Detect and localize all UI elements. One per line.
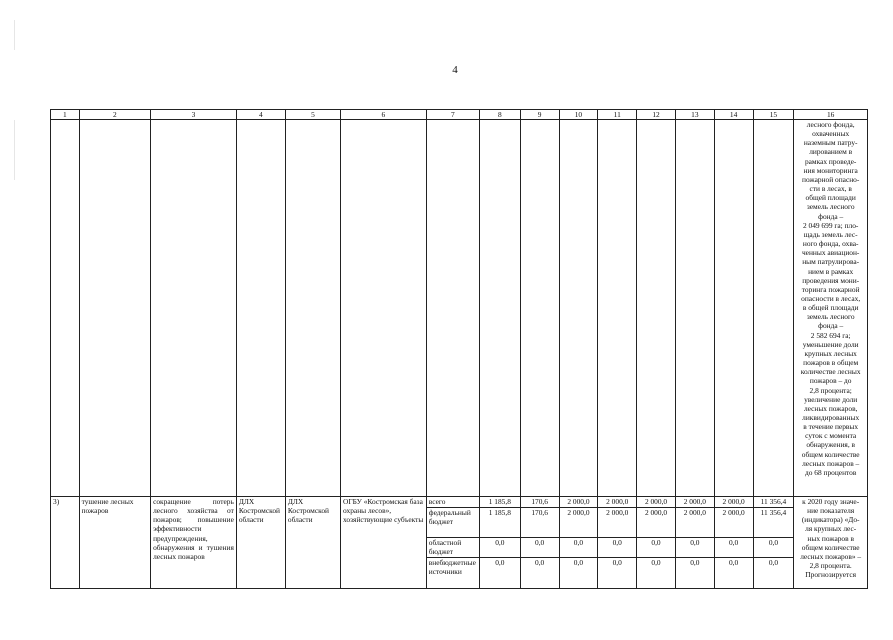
- value-cell: 1 185,8: [480, 497, 520, 508]
- value-cell: 0,0: [651, 558, 661, 567]
- value-cell: 0,0: [598, 538, 636, 558]
- column-number: 7: [426, 110, 479, 120]
- column-number: 5: [285, 110, 340, 120]
- scan-margin-mark: [14, 120, 15, 180]
- column-number: 11: [598, 110, 637, 120]
- value-cell: 0,0: [690, 558, 700, 567]
- value-cell: 2 000,0: [676, 497, 714, 508]
- source-federal: федеральный бюджет: [427, 508, 479, 538]
- value-cell: 0,0: [535, 558, 545, 567]
- column-number-row: [51, 110, 868, 120]
- program-activities-table: [50, 109, 868, 589]
- funding-values-col11: [598, 497, 637, 589]
- funding-sources: [426, 497, 479, 589]
- value-cell: 0,0: [480, 538, 520, 558]
- value-cell: 0,0: [521, 538, 559, 558]
- funding-values-col10: [559, 497, 598, 589]
- source-extrabudgetary: внебюджетные источники: [428, 558, 476, 577]
- value-cell: 0,0: [676, 538, 714, 558]
- value-cell: 2 000,0: [560, 508, 598, 538]
- column-number: 10: [559, 110, 598, 120]
- value-cell: 11 356,4: [754, 497, 794, 508]
- value-cell: 0,0: [612, 558, 622, 567]
- column-number: 16: [794, 110, 868, 120]
- value-cell: 2 000,0: [715, 508, 753, 538]
- funding-values-col12: [637, 497, 676, 589]
- continuation-indicator-text: лесного фонда, охваченных наземным патру- лированием в рамках проведе- ния мониторинга пожарной опасно- сти в лесах, в общей площади земель лесного фонда – 2 049 699 га; пло- щадь земель лес- ного фонда, охва- ченных авиацион- ным патрулирова- нием в рамках проведения мони- торинга пожарной опасности в лесах, в общей площади земель лесного фонда – 2 582 694 га; уменьшение доли крупных лесных пожаров в общем количестве лесных пожаров – до 2,8 процента; увеличение доли лесных пожаров, ликвидированных в течение первых суток с момента обнаружения, в общем количестве лесных пожаров – до 68 процентов: [794, 120, 868, 497]
- page-number: 4: [452, 64, 458, 76]
- value-cell: 170,6: [521, 508, 559, 538]
- scan-margin-mark: [14, 20, 15, 50]
- source-regional: областной бюджет: [427, 538, 479, 558]
- column-number: 1: [51, 110, 80, 120]
- funding-values-col8: [479, 497, 520, 589]
- funding-values-col13: [675, 497, 714, 589]
- funding-values-col14: [714, 497, 753, 589]
- column-number: 3: [151, 110, 237, 120]
- participants: ОГБУ «Костромская база охраны лесов», хозяйствующие субъекты: [341, 497, 427, 589]
- column-number: 13: [675, 110, 714, 120]
- activity-row: [51, 497, 868, 589]
- column-number: 6: [341, 110, 427, 120]
- column-number: 12: [637, 110, 676, 120]
- responsible-executor: ДЛХ Костромской области: [236, 497, 285, 589]
- column-number: 14: [714, 110, 753, 120]
- funding-values-col9: [520, 497, 559, 589]
- value-cell: 2 000,0: [560, 497, 598, 508]
- value-cell: 0,0: [728, 558, 739, 567]
- value-cell: 2 000,0: [637, 508, 675, 538]
- activity-name: тушение лесных пожаров: [79, 497, 150, 589]
- value-cell: 2 000,0: [637, 497, 675, 508]
- value-cell: 1 185,8: [480, 508, 520, 538]
- value-cell: 2 000,0: [598, 497, 636, 508]
- co-executor: ДЛХ Костромской области: [285, 497, 340, 589]
- column-number: 2: [79, 110, 150, 120]
- value-cell: 0,0: [715, 538, 753, 558]
- column-number: 9: [520, 110, 559, 120]
- indicator-text: к 2020 году значе- ние показателя (индикатора) «До- ля крупных лес- ных пожаров в общем количестве лесных пожаров» – 2,8 процента. Прогнозируется: [794, 497, 868, 589]
- activity-number: 3): [51, 497, 80, 589]
- value-cell: 2 000,0: [676, 508, 714, 538]
- column-number: 8: [479, 110, 520, 120]
- value-cell: 11 356,4: [754, 508, 794, 538]
- value-cell: 170,6: [521, 497, 559, 508]
- activity-goal: сокращение потерь лесного хозяйства от пожаров; повышение эффективности предупреждения, обнаружения и тушения лесных пожаров: [151, 497, 237, 589]
- value-cell: 0,0: [560, 538, 598, 558]
- source-total: всего: [427, 497, 479, 508]
- value-cell: 2 000,0: [598, 508, 636, 538]
- value-cell: 0,0: [754, 538, 794, 558]
- value-cell: 2 000,0: [715, 497, 753, 508]
- column-number: 4: [236, 110, 285, 120]
- value-cell: 0,0: [637, 538, 675, 558]
- value-cell: 0,0: [573, 558, 584, 567]
- continuation-row: [51, 120, 868, 497]
- column-number: 15: [753, 110, 794, 120]
- value-cell: 0,0: [495, 558, 505, 567]
- value-cell: 0,0: [768, 558, 779, 567]
- funding-values-col15: [753, 497, 794, 589]
